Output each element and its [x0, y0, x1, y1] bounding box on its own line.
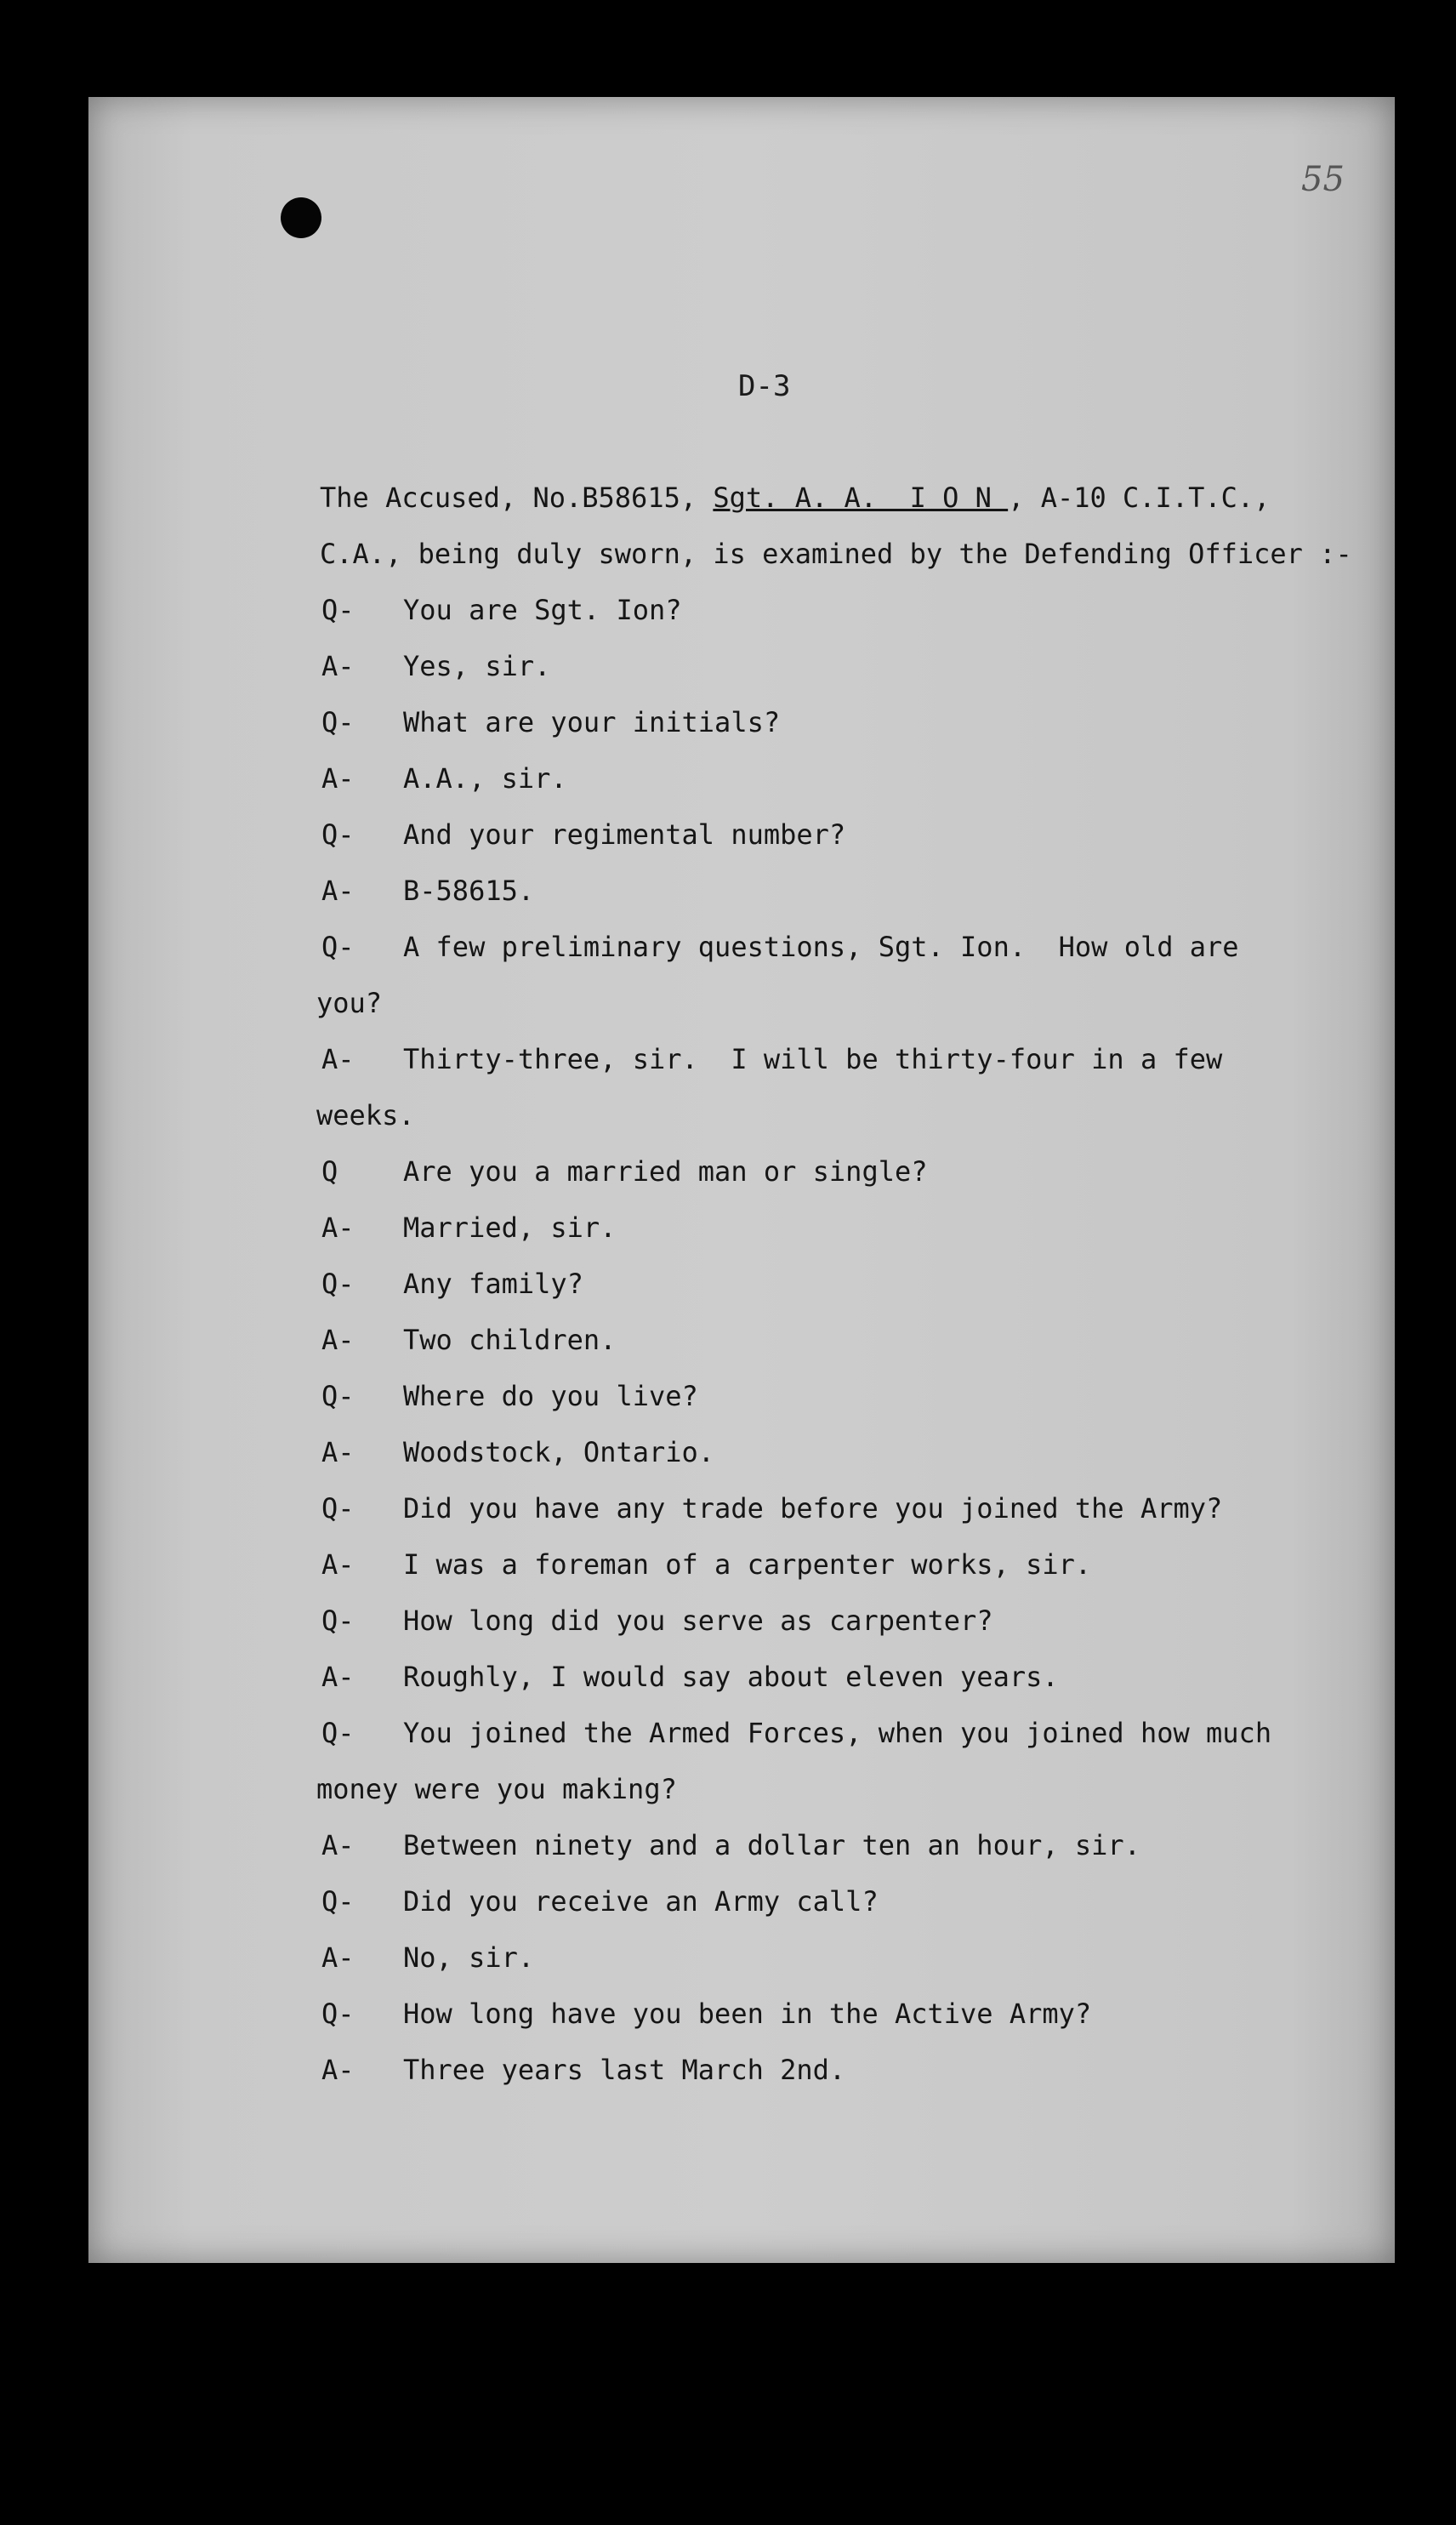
answer-text: Married, sir. [403, 1211, 617, 1244]
answer-text: Thirty-three, sir. I will be thirty-four in a few [403, 1043, 1223, 1075]
qa-label: A- [321, 2054, 355, 2086]
continuation-text: you? [316, 987, 383, 1019]
qa-label: Q- [321, 1885, 355, 1918]
continuation-text: money were you making? [316, 1773, 677, 1805]
answer-text: Two children. [403, 1324, 617, 1356]
question-text: And your regimental number? [403, 818, 846, 851]
answer-text: B-58615. [403, 875, 535, 907]
qa-label: Q- [321, 1268, 355, 1300]
question-text: Are you a married man or single? [403, 1155, 928, 1188]
intro-suffix: , A-10 C.I.T.C., [1008, 482, 1271, 514]
answer-text: I was a foreman of a carpenter works, sir. [403, 1548, 1092, 1581]
qa-label: A- [321, 1941, 355, 1974]
qa-label: A- [321, 1661, 355, 1693]
page-number: 55 [1301, 160, 1345, 199]
question-text: How long have you been in the Active Army? [403, 1998, 1092, 2030]
qa-label: A- [321, 1829, 355, 1861]
question-text: Where do you live? [403, 1380, 698, 1412]
answer-text: No, sir. [403, 1941, 535, 1974]
qa-label: A- [321, 1211, 355, 1244]
answer-text: Yes, sir. [403, 650, 551, 682]
answer-text: Woodstock, Ontario. [403, 1436, 715, 1468]
qa-label: A- [321, 650, 355, 682]
qa-label: Q- [321, 818, 355, 851]
question-text: What are your initials? [403, 706, 781, 738]
intro-line-2: C.A., being duly sworn, is examined by the Defending Officer :- [320, 538, 1352, 570]
qa-label: Q- [321, 706, 355, 738]
answer-text: Three years last March 2nd. [403, 2054, 846, 2086]
question-text: Did you have any trade before you joined the Army? [403, 1492, 1223, 1525]
qa-label: Q- [321, 931, 355, 963]
qa-label: A- [321, 875, 355, 907]
intro-line-1 [320, 482, 1270, 514]
qa-label: A- [321, 1043, 355, 1075]
qa-label: Q- [321, 1604, 355, 1637]
answer-text: A.A., sir. [403, 762, 567, 795]
qa-label: Q- [321, 594, 355, 626]
continuation-text: weeks. [316, 1099, 415, 1131]
question-text: How long did you serve as carpenter? [403, 1604, 993, 1637]
qa-label: Q- [321, 1717, 355, 1749]
question-text: A few preliminary questions, Sgt. Ion. How old are [403, 931, 1239, 963]
qa-label: Q [321, 1155, 338, 1188]
answer-text: Between ninety and a dollar ten an hour, sir. [403, 1829, 1140, 1861]
qa-label: A- [321, 762, 355, 795]
document-reference: D-3 [738, 369, 791, 403]
punch-hole [281, 197, 321, 238]
qa-label: A- [321, 1436, 355, 1468]
question-text: Did you receive an Army call? [403, 1885, 879, 1918]
question-text: You joined the Armed Forces, when you joined how much [403, 1717, 1272, 1749]
intro-prefix: The Accused, No.B58615, [320, 482, 714, 514]
answer-text: Roughly, I would say about eleven years. [403, 1661, 1059, 1693]
accused-name: Sgt. A. A. I O N [713, 482, 1009, 514]
question-text: Any family? [403, 1268, 583, 1300]
qa-label: Q- [321, 1380, 355, 1412]
qa-label: Q- [321, 1492, 355, 1525]
qa-label: A- [321, 1548, 355, 1581]
question-text: You are Sgt. Ion? [403, 594, 682, 626]
qa-label: Q- [321, 1998, 355, 2030]
qa-label: A- [321, 1324, 355, 1356]
